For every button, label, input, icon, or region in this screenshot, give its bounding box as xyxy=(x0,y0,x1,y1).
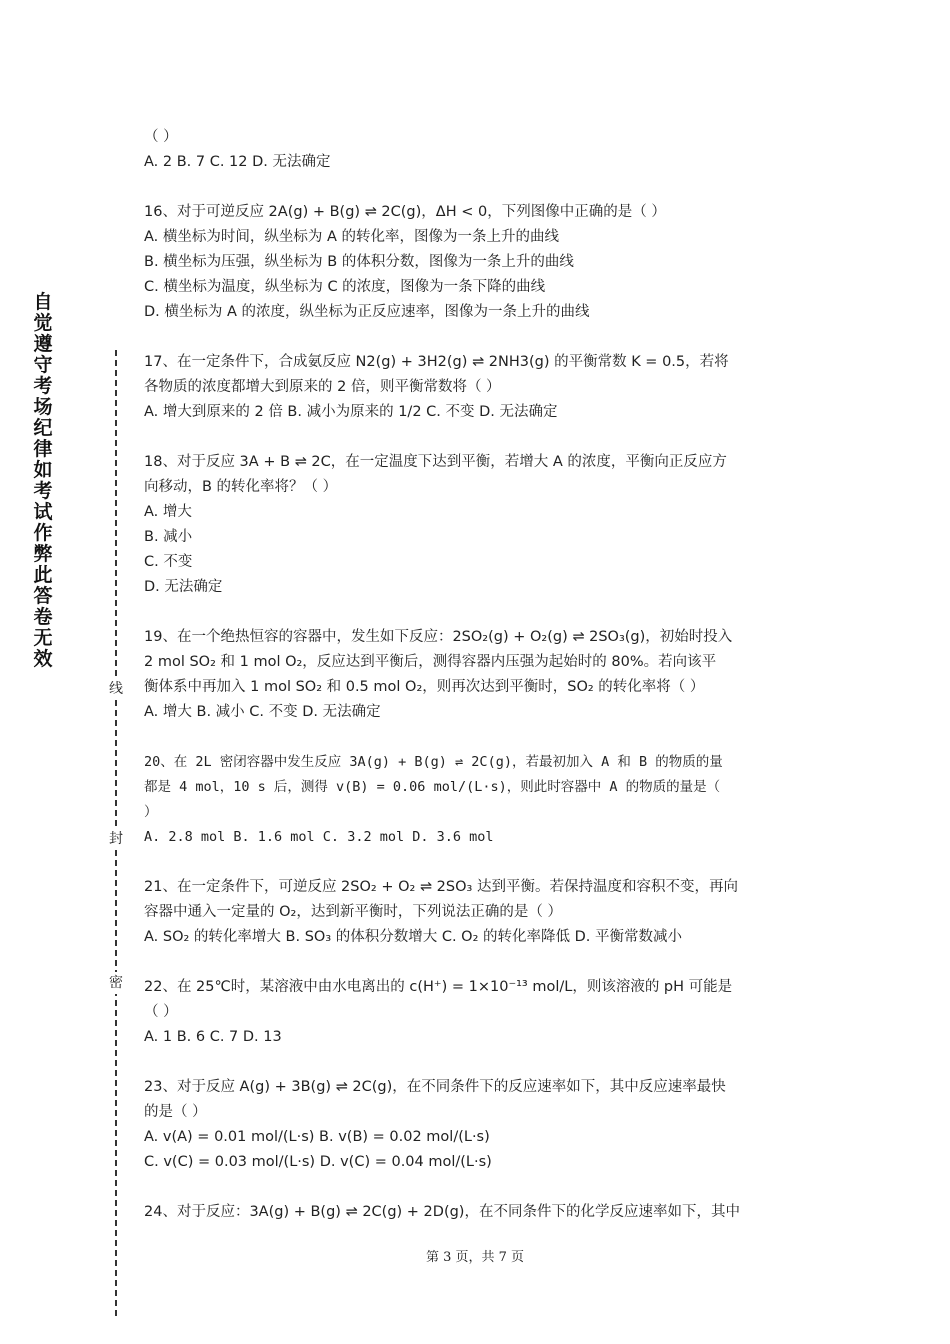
question-line: A. 2 B. 7 C. 12 D. 无法确定 xyxy=(144,154,331,170)
question-line: 的是（ ） xyxy=(144,1104,207,1120)
question-q23 xyxy=(144,1075,812,1175)
question-line: 23、对于反应 A(g) + 3B(g) ⇌ 2C(g)，在不同条件下的反应速率如下，其中反应速率最快 xyxy=(144,1079,726,1095)
question-line: A. 1 B. 6 C. 7 D. 13 xyxy=(144,1029,282,1045)
question-line: 18、对于反应 3A + B ⇌ 2C，在一定温度下达到平衡，若增大 A 的浓度，平衡向正反应方 xyxy=(144,454,727,470)
question-line: A. 横坐标为时间，纵坐标为 A 的转化率，图像为一条上升的曲线 xyxy=(144,229,560,245)
question-line: 各物质的浓度都增大到原来的 2 倍，则平衡常数将（ ） xyxy=(144,379,501,395)
question-q24 xyxy=(144,1200,812,1225)
question-line: 21、在一定条件下，可逆反应 2SO₂ + O₂ ⇌ 2SO₃ 达到平衡。若保持温度和容积不变，再向 xyxy=(144,879,738,895)
question-line: D. 横坐标为 A 的浓度，纵坐标为正反应速率，图像为一条上升的曲线 xyxy=(144,304,590,320)
question-line: C. v(C) = 0.03 mol/(L·s) D. v(C) = 0.04 mol/(L·s) xyxy=(144,1154,492,1170)
question-line: D. 无法确定 xyxy=(144,579,223,595)
question-q20 xyxy=(144,750,812,850)
page-footer: 第 3 页，共 7 页 xyxy=(425,1250,525,1265)
question-line: 17、在一定条件下，合成氨反应 N2(g) + 3H2(g) ⇌ 2NH3(g) 的平衡常数 K = 0.5，若将 xyxy=(144,354,729,370)
question-q16 xyxy=(144,200,812,325)
question-q18 xyxy=(144,450,812,600)
question-line: 容器中通入一定量的 O₂，达到新平衡时，下列说法正确的是（ ） xyxy=(144,904,562,920)
question-line: A. 2.8 mol B. 1.6 mol C. 3.2 mol D. 3.6 mol xyxy=(144,829,494,845)
side-notice: 自觉遵守考场纪律如考试作弊此答卷无效 xyxy=(33,291,53,670)
binding-label-secret: 密 xyxy=(104,972,128,994)
question-line: 衡体系中再加入 1 mol SO₂ 和 0.5 mol O₂，则再次达到平衡时，SO₂ 的转化率将（ ） xyxy=(144,679,705,695)
question-line: A. v(A) = 0.01 mol/(L·s) B. v(B) = 0.02 mol/(L·s) xyxy=(144,1129,490,1145)
question-line: C. 横坐标为温度，纵坐标为 C 的浓度，图像为一条下降的曲线 xyxy=(144,279,546,295)
question-q22 xyxy=(144,975,812,1050)
binding-label-seal: 封 xyxy=(104,828,128,850)
question-line: 24、对于反应：3A(g) + B(g) ⇌ 2C(g) + 2D(g)，在不同条件下的化学反应速率如下，其中 xyxy=(144,1204,740,1220)
question-line: 22、在 25℃时，某溶液中由水电离出的 c(H⁺) = 1×10⁻¹³ mol/L，则该溶液的 pH 可能是 xyxy=(144,979,733,995)
question-q15-tail xyxy=(144,125,812,175)
binding-label-line: 线 xyxy=(104,678,128,700)
question-q21 xyxy=(144,875,812,950)
question-q17 xyxy=(144,350,812,425)
question-line: C. 不变 xyxy=(144,554,193,570)
question-line: （ ） xyxy=(144,1004,178,1020)
question-line: A. 增大 xyxy=(144,504,192,520)
question-line: ） xyxy=(144,804,158,820)
question-line: 2 mol SO₂ 和 1 mol O₂，反应达到平衡后，测得容器内压强为起始时的 80%。若向该平 xyxy=(144,654,717,670)
question-line: A. 增大 B. 减小 C. 不变 D. 无法确定 xyxy=(144,704,381,720)
question-line: A. 增大到原来的 2 倍 B. 减小为原来的 1/2 C. 不变 D. 无法确定 xyxy=(144,404,558,420)
question-line: B. 减小 xyxy=(144,529,193,545)
question-line: 16、对于可逆反应 2A(g) + B(g) ⇌ 2C(g)，ΔH < 0，下列图像中正确的是（ ） xyxy=(144,204,666,220)
question-line: A. SO₂ 的转化率增大 B. SO₃ 的体积分数增大 C. O₂ 的转化率降低 D. 平衡常数减小 xyxy=(144,929,683,945)
question-list xyxy=(144,125,812,1250)
question-q19 xyxy=(144,625,812,725)
question-line: 19、在一个绝热恒容的容器中，发生如下反应：2SO₂(g) + O₂(g) ⇌ 2SO₃(g)，初始时投入 xyxy=(144,629,733,645)
question-line: 20、在 2L 密闭容器中发生反应 3A(g) + B(g) ⇌ 2C(g)，若最初加入 A 和 B 的物质的量 xyxy=(144,754,723,770)
question-line: 向移动，B 的转化率将？（ ） xyxy=(144,479,338,495)
question-line: B. 横坐标为压强，纵坐标为 B 的体积分数，图像为一条上升的曲线 xyxy=(144,254,574,270)
question-line: 都是 4 mol，10 s 后，测得 v(B) = 0.06 mol/(L·s)，则此时容器中 A 的物质的量是（ xyxy=(144,779,721,795)
question-line: （ ） xyxy=(144,129,178,145)
